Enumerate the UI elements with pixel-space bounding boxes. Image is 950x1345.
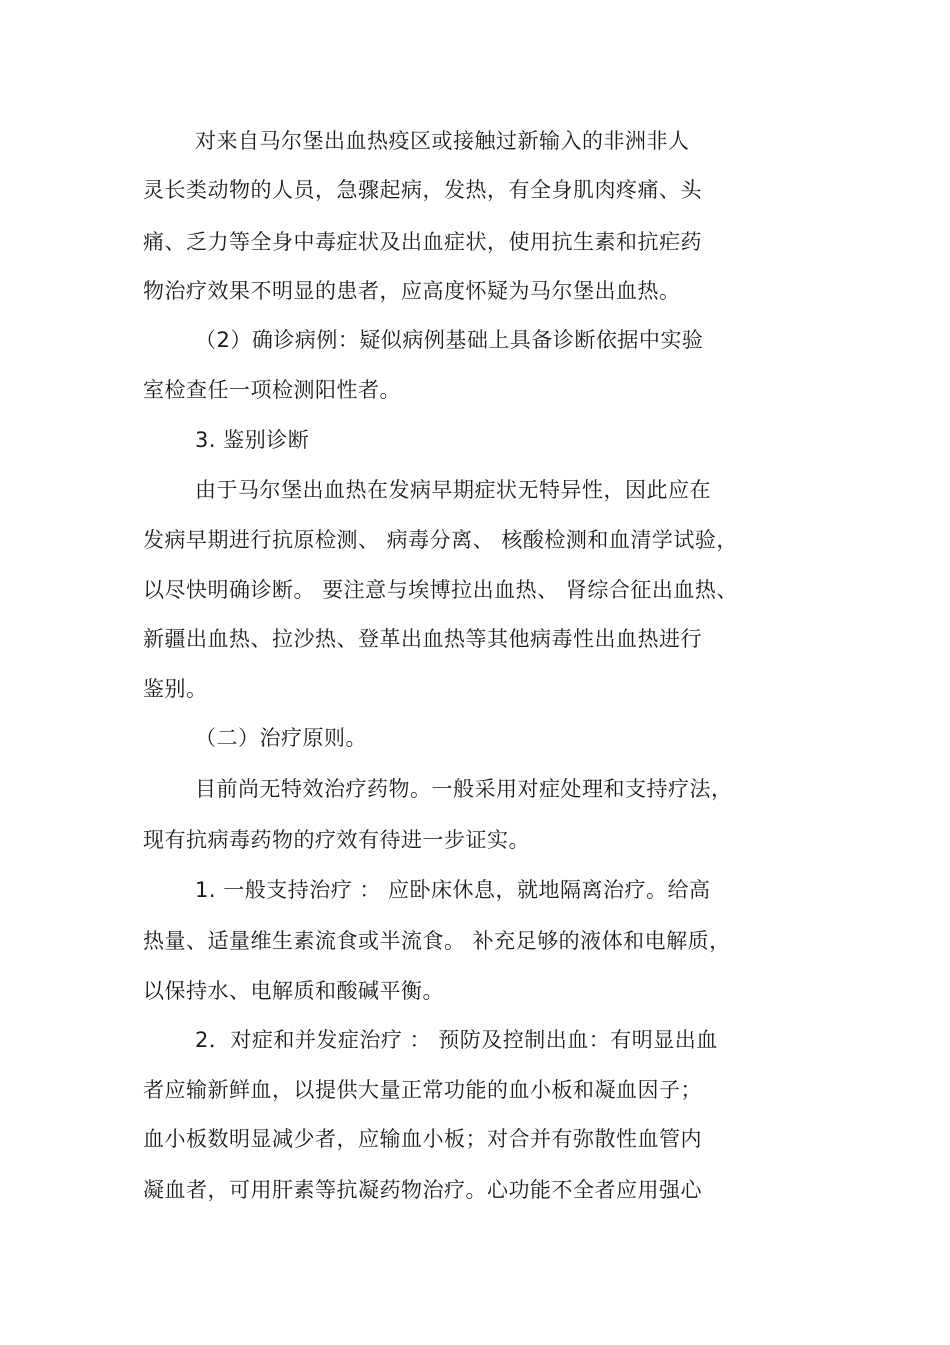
section-heading: （二）治疗原则。 [195, 726, 367, 750]
text-line: 凝血者，可用肝素等抗凝药物治疗。心功能不全者应用强心 [143, 1178, 702, 1202]
text-line: （2）确诊病例：疑似病例基础上具备诊断依据中实验 [195, 328, 704, 352]
text-line: 鉴别。 [143, 677, 208, 701]
text-line: 痛、乏力等全身中毒症状及出血症状，使用抗生素和抗疟药 [143, 230, 702, 254]
text-line: 室检查任一项检测阳性者。 [143, 378, 401, 402]
text-line: 灵长类动物的人员，急骤起病，发热，有全身肌肉疼痛、头 [143, 178, 702, 202]
text-line: 1. 一般支持治疗 ： 应卧床休息，就地隔离治疗。给高 [195, 878, 711, 902]
text-line: 以尽快明确诊断。 要注意与埃博拉出血热、 肾综合征出血热、 [143, 578, 738, 602]
text-line: 物治疗效果不明显的患者，应高度怀疑为马尔堡出血热。 [143, 279, 681, 303]
text-line: 现有抗病毒药物的疗效有待进一步证实。 [143, 828, 530, 852]
text-line: 新疆出血热、拉沙热、登革出血热等其他病毒性出血热进行 [143, 627, 702, 651]
text-line: 血小板数明显减少者，应输血小板；对合并有弥散性血管内 [143, 1127, 702, 1151]
text-line: 发病早期进行抗原检测、 病毒分离、 核酸检测和血清学试验， [143, 528, 738, 552]
text-line: 以保持水、电解质和酸碱平衡。 [143, 979, 444, 1003]
text-line: 目前尚无特效治疗药物。一般采用对症处理和支持疗法， [195, 777, 733, 801]
text-line: 者应输新鲜血，以提供大量正常功能的血小板和凝血因子； [143, 1078, 702, 1102]
text-line: 由于马尔堡出血热在发病早期症状无特异性，因此应在 [195, 478, 711, 502]
text-line: 热量、适量维生素流食或半流食。 补充足够的液体和电解质， [143, 929, 731, 953]
section-heading: 3. 鉴别诊断 [195, 428, 310, 452]
text-line: 2．对症和并发症治疗 ： 预防及控制出血：有明显出血 [195, 1028, 718, 1052]
text-line: 对来自马尔堡出血热疫区或接触过新输入的非洲非人 [195, 129, 690, 153]
